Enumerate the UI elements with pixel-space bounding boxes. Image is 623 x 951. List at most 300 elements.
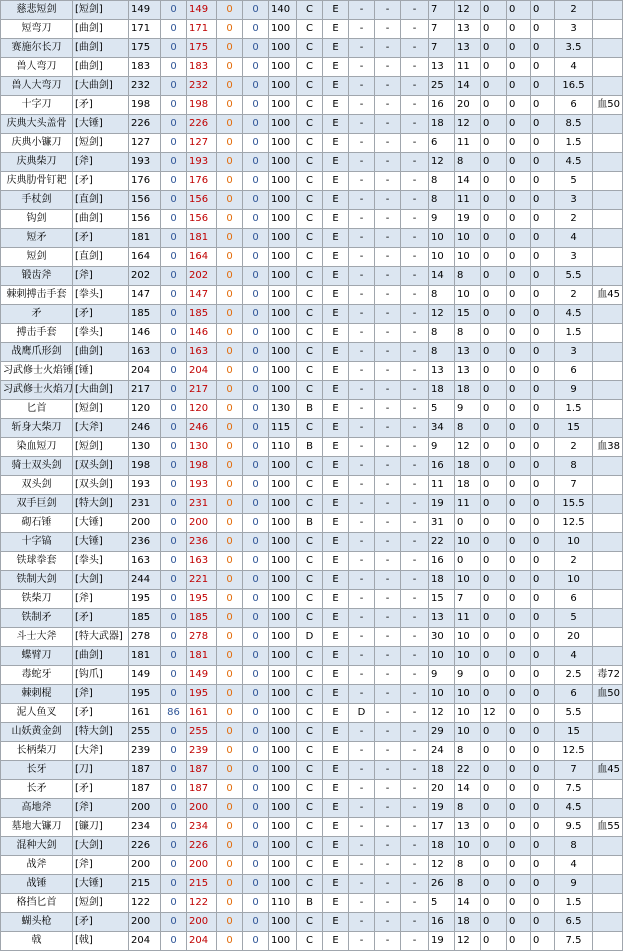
table-cell: 12 — [429, 856, 455, 875]
table-cell: 锻齿斧 — [1, 267, 73, 286]
table-cell: 100 — [269, 305, 297, 324]
table-cell: 0 — [243, 837, 269, 856]
table-cell: - — [401, 381, 429, 400]
table-cell: 31 — [429, 514, 455, 533]
table-cell: B — [297, 438, 323, 457]
table-cell: E — [323, 571, 349, 590]
table-cell: 0 — [481, 932, 507, 951]
table-cell: [特大剑] — [73, 723, 129, 742]
table-cell: 13 — [455, 818, 481, 837]
table-cell: E — [323, 362, 349, 381]
table-cell: E — [323, 837, 349, 856]
table-cell: 3 — [555, 20, 593, 39]
table-cell: 204 — [187, 362, 217, 381]
table-cell: 9 — [429, 210, 455, 229]
table-cell: 146 — [187, 324, 217, 343]
table-cell: 0 — [243, 77, 269, 96]
table-cell: 0 — [507, 172, 531, 191]
table-cell: 0 — [243, 115, 269, 134]
table-cell: - — [401, 761, 429, 780]
table-cell: 200 — [187, 514, 217, 533]
table-cell: 0 — [161, 799, 187, 818]
table-cell: 12 — [455, 932, 481, 951]
table-cell: - — [375, 324, 401, 343]
table-cell: 0 — [507, 723, 531, 742]
table-cell: 100 — [269, 362, 297, 381]
table-cell: [斧] — [73, 267, 129, 286]
table-cell: 10 — [455, 837, 481, 856]
table-cell: 0 — [217, 685, 243, 704]
table-cell: - — [401, 666, 429, 685]
table-cell: 0 — [507, 77, 531, 96]
table-cell: - — [375, 153, 401, 172]
table-cell: 0 — [531, 1, 555, 20]
table-cell: 0 — [161, 343, 187, 362]
table-cell: 10 — [455, 229, 481, 248]
table-cell: - — [375, 818, 401, 837]
table-cell: E — [323, 856, 349, 875]
table-cell: 146 — [129, 324, 161, 343]
table-cell: 0 — [481, 134, 507, 153]
table-cell: 11 — [455, 495, 481, 514]
table-cell: 0 — [507, 856, 531, 875]
table-cell: 0 — [243, 913, 269, 932]
table-cell: 0 — [507, 381, 531, 400]
table-cell: 0 — [507, 742, 531, 761]
table-cell: 长矛 — [1, 780, 73, 799]
table-cell: - — [349, 286, 375, 305]
table-cell: 13 — [455, 362, 481, 381]
table-cell: 4.5 — [555, 305, 593, 324]
table-cell: - — [401, 58, 429, 77]
table-cell: - — [349, 533, 375, 552]
table-cell: - — [349, 20, 375, 39]
table-row — [1, 704, 623, 723]
table-cell: [短剑] — [73, 134, 129, 153]
table-cell: 100 — [269, 134, 297, 153]
table-cell: 搏击手套 — [1, 324, 73, 343]
table-cell: E — [323, 742, 349, 761]
table-cell: 11 — [455, 58, 481, 77]
table-cell: 慈悲短剑 — [1, 1, 73, 20]
table-cell: - — [401, 248, 429, 267]
table-cell: 0 — [507, 609, 531, 628]
table-cell: 0 — [507, 438, 531, 457]
table-cell: 34 — [429, 419, 455, 438]
table-cell: C — [297, 913, 323, 932]
table-cell: 9.5 — [555, 818, 593, 837]
table-cell: 0 — [531, 628, 555, 647]
table-cell: 0 — [481, 39, 507, 58]
table-cell: 12 — [455, 115, 481, 134]
table-cell: 215 — [187, 875, 217, 894]
table-cell: - — [349, 894, 375, 913]
table-cell: 200 — [129, 913, 161, 932]
table-cell: 0 — [507, 666, 531, 685]
table-cell: 0 — [507, 780, 531, 799]
table-cell — [593, 856, 623, 875]
table-cell: - — [375, 666, 401, 685]
table-cell: 1.5 — [555, 324, 593, 343]
table-row — [1, 780, 623, 799]
table-cell: 14 — [455, 172, 481, 191]
table-cell: E — [323, 191, 349, 210]
table-cell: 0 — [531, 419, 555, 438]
table-cell: - — [375, 837, 401, 856]
table-cell: 0 — [531, 172, 555, 191]
table-cell: E — [323, 875, 349, 894]
table-cell: - — [349, 932, 375, 951]
table-cell — [593, 457, 623, 476]
table-cell: C — [297, 837, 323, 856]
table-cell: [矛] — [73, 96, 129, 115]
table-cell: 13 — [429, 609, 455, 628]
table-cell: 5 — [555, 172, 593, 191]
table-cell: 8 — [455, 742, 481, 761]
table-cell: 0 — [507, 191, 531, 210]
table-cell: 11 — [455, 134, 481, 153]
table-cell: - — [375, 514, 401, 533]
table-cell: 斗士大斧 — [1, 628, 73, 647]
table-cell: 0 — [217, 837, 243, 856]
table-cell: - — [401, 533, 429, 552]
table-cell: 0 — [217, 609, 243, 628]
table-row — [1, 362, 623, 381]
table-cell: 7.5 — [555, 932, 593, 951]
table-cell: 0 — [531, 837, 555, 856]
table-cell: 毒蛇牙 — [1, 666, 73, 685]
table-cell: 0 — [531, 134, 555, 153]
table-row — [1, 932, 623, 951]
table-cell: - — [349, 628, 375, 647]
table-cell: 0 — [217, 666, 243, 685]
table-cell: 100 — [269, 799, 297, 818]
table-cell: E — [323, 419, 349, 438]
table-cell: - — [349, 39, 375, 58]
table-cell: 232 — [187, 77, 217, 96]
table-cell: 100 — [269, 172, 297, 191]
table-cell: 0 — [217, 647, 243, 666]
table-cell: 0 — [161, 400, 187, 419]
table-cell: 战斧 — [1, 856, 73, 875]
table-cell: 0 — [531, 780, 555, 799]
table-cell — [593, 742, 623, 761]
table-cell: 11 — [455, 191, 481, 210]
table-cell — [593, 210, 623, 229]
table-cell: 11 — [455, 609, 481, 628]
table-cell: 0 — [507, 685, 531, 704]
table-cell: 10 — [455, 248, 481, 267]
table-cell: - — [375, 628, 401, 647]
table-cell — [593, 571, 623, 590]
table-cell: 0 — [531, 647, 555, 666]
table-cell: 0 — [243, 742, 269, 761]
table-cell: - — [349, 514, 375, 533]
table-cell: 0 — [507, 39, 531, 58]
table-cell — [593, 552, 623, 571]
table-row — [1, 476, 623, 495]
table-cell: 0 — [161, 761, 187, 780]
table-cell: C — [297, 457, 323, 476]
table-cell: [拳头] — [73, 552, 129, 571]
table-cell: 0 — [507, 913, 531, 932]
table-cell: 122 — [187, 894, 217, 913]
table-row — [1, 761, 623, 780]
table-cell: 血55 — [593, 818, 623, 837]
table-cell: 100 — [269, 39, 297, 58]
table-cell: 0 — [507, 248, 531, 267]
table-cell: [矛] — [73, 913, 129, 932]
table-cell: 6.5 — [555, 913, 593, 932]
table-cell: 0 — [243, 419, 269, 438]
table-cell — [593, 495, 623, 514]
table-row — [1, 685, 623, 704]
table-cell: 7 — [429, 1, 455, 20]
table-cell: - — [401, 115, 429, 134]
table-cell: [大剑] — [73, 837, 129, 856]
table-cell: 习武修士火焰锤 — [1, 362, 73, 381]
table-cell: 0 — [507, 837, 531, 856]
table-cell: 0 — [217, 932, 243, 951]
table-cell: [矛] — [73, 704, 129, 723]
table-cell: E — [323, 723, 349, 742]
table-cell: 234 — [187, 818, 217, 837]
table-cell: 0 — [531, 153, 555, 172]
table-cell: 163 — [129, 552, 161, 571]
table-cell: - — [349, 495, 375, 514]
table-cell: [大锤] — [73, 875, 129, 894]
table-cell: 0 — [217, 742, 243, 761]
table-cell: 217 — [187, 381, 217, 400]
table-cell: 10 — [555, 533, 593, 552]
table-cell: 2 — [555, 210, 593, 229]
table-row — [1, 381, 623, 400]
table-cell: 0 — [531, 666, 555, 685]
table-cell: E — [323, 248, 349, 267]
table-cell: 0 — [243, 191, 269, 210]
table-cell: 163 — [187, 343, 217, 362]
table-cell: 29 — [429, 723, 455, 742]
table-cell: 0 — [507, 533, 531, 552]
table-cell: 3.5 — [555, 39, 593, 58]
table-cell: [戟] — [73, 932, 129, 951]
table-cell: 0 — [507, 210, 531, 229]
table-cell: 0 — [217, 191, 243, 210]
table-cell: 0 — [217, 628, 243, 647]
table-cell: - — [401, 153, 429, 172]
table-cell: 4 — [555, 856, 593, 875]
table-cell: 高地斧 — [1, 799, 73, 818]
table-cell: 183 — [129, 58, 161, 77]
table-cell: 0 — [161, 476, 187, 495]
table-cell: - — [375, 210, 401, 229]
table-cell: 0 — [481, 799, 507, 818]
table-cell: 0 — [507, 799, 531, 818]
table-cell: 短剑 — [1, 248, 73, 267]
table-cell: - — [349, 742, 375, 761]
table-cell: 血45 — [593, 761, 623, 780]
table-cell: 100 — [269, 666, 297, 685]
table-cell: - — [401, 267, 429, 286]
table-cell: 163 — [187, 552, 217, 571]
table-cell: 0 — [531, 799, 555, 818]
table-cell: 246 — [129, 419, 161, 438]
table-cell: C — [297, 647, 323, 666]
table-cell: 0 — [481, 267, 507, 286]
table-cell: [大曲剑] — [73, 381, 129, 400]
table-cell: 0 — [531, 20, 555, 39]
table-cell: C — [297, 343, 323, 362]
table-cell: - — [375, 913, 401, 932]
table-cell — [593, 20, 623, 39]
table-cell: 7 — [455, 590, 481, 609]
table-cell: 0 — [531, 495, 555, 514]
table-cell: 0 — [217, 533, 243, 552]
table-cell: - — [401, 210, 429, 229]
table-cell: - — [375, 533, 401, 552]
table-cell: C — [297, 153, 323, 172]
table-cell: 193 — [129, 476, 161, 495]
table-cell: C — [297, 704, 323, 723]
table-cell: E — [323, 286, 349, 305]
table-cell: - — [375, 419, 401, 438]
table-cell: E — [323, 39, 349, 58]
table-cell: 244 — [129, 571, 161, 590]
table-cell: E — [323, 590, 349, 609]
table-cell: 0 — [243, 362, 269, 381]
table-cell: - — [375, 685, 401, 704]
table-row — [1, 267, 623, 286]
table-cell: C — [297, 77, 323, 96]
table-cell: 12.5 — [555, 514, 593, 533]
table-cell: 8 — [455, 267, 481, 286]
table-cell: 18 — [429, 115, 455, 134]
table-cell: - — [375, 476, 401, 495]
table-cell: 0 — [217, 115, 243, 134]
table-cell: 193 — [187, 153, 217, 172]
table-cell: 0 — [481, 77, 507, 96]
table-cell: [矛] — [73, 609, 129, 628]
table-cell: 198 — [129, 457, 161, 476]
table-cell: 山妖黄金剑 — [1, 723, 73, 742]
table-cell: C — [297, 590, 323, 609]
table-cell: 6 — [555, 362, 593, 381]
table-cell: 19 — [429, 932, 455, 951]
table-cell: - — [401, 799, 429, 818]
table-cell: C — [297, 723, 323, 742]
table-cell: 0 — [243, 571, 269, 590]
table-cell: 0 — [507, 400, 531, 419]
table-cell: 8 — [429, 324, 455, 343]
table-cell: C — [297, 742, 323, 761]
table-cell: 0 — [531, 875, 555, 894]
table-cell: 0 — [161, 191, 187, 210]
table-row — [1, 286, 623, 305]
table-cell: - — [349, 362, 375, 381]
table-cell: 0 — [161, 248, 187, 267]
table-cell: - — [349, 476, 375, 495]
table-cell: 100 — [269, 780, 297, 799]
table-cell: - — [375, 229, 401, 248]
table-cell: 185 — [129, 609, 161, 628]
table-cell: - — [401, 39, 429, 58]
table-cell: 1.5 — [555, 894, 593, 913]
table-cell: C — [297, 324, 323, 343]
table-row — [1, 77, 623, 96]
table-cell: 181 — [187, 647, 217, 666]
table-cell: 0 — [217, 229, 243, 248]
table-cell: 0 — [161, 666, 187, 685]
table-cell: C — [297, 20, 323, 39]
table-cell: 0 — [243, 590, 269, 609]
table-cell: 0 — [243, 685, 269, 704]
table-cell — [593, 305, 623, 324]
table-cell: 0 — [217, 58, 243, 77]
table-cell: C — [297, 191, 323, 210]
table-cell: - — [401, 609, 429, 628]
table-cell: 100 — [269, 723, 297, 742]
table-cell: - — [375, 780, 401, 799]
table-cell: - — [349, 609, 375, 628]
table-cell: 8 — [455, 324, 481, 343]
table-cell: 100 — [269, 191, 297, 210]
table-cell: 0 — [481, 609, 507, 628]
table-cell: C — [297, 476, 323, 495]
table-cell: 100 — [269, 761, 297, 780]
table-cell: 0 — [161, 647, 187, 666]
table-cell: 钩剑 — [1, 210, 73, 229]
table-cell: C — [297, 666, 323, 685]
table-cell: 15.5 — [555, 495, 593, 514]
table-cell: 0 — [481, 552, 507, 571]
table-cell: 100 — [269, 20, 297, 39]
table-cell: 9 — [455, 666, 481, 685]
table-cell: 19 — [429, 495, 455, 514]
table-cell: 10 — [455, 647, 481, 666]
table-cell: - — [401, 324, 429, 343]
table-cell: 0 — [217, 761, 243, 780]
table-cell: 6 — [555, 96, 593, 115]
table-cell: 204 — [129, 362, 161, 381]
table-cell: 200 — [187, 913, 217, 932]
table-cell: 12 — [429, 704, 455, 723]
table-cell: 7 — [429, 20, 455, 39]
table-cell: C — [297, 818, 323, 837]
table-cell: 0 — [217, 704, 243, 723]
table-cell: 墓地大镰刀 — [1, 818, 73, 837]
table-cell: 12 — [455, 438, 481, 457]
table-cell: 200 — [187, 799, 217, 818]
table-cell: 15 — [455, 305, 481, 324]
table-cell: 255 — [187, 723, 217, 742]
table-cell: 0 — [161, 932, 187, 951]
table-cell: [矛] — [73, 780, 129, 799]
table-cell: - — [375, 305, 401, 324]
table-cell: 0 — [243, 438, 269, 457]
table-row — [1, 457, 623, 476]
table-row — [1, 229, 623, 248]
table-cell: 12 — [455, 1, 481, 20]
table-cell: 140 — [269, 1, 297, 20]
table-cell: 0 — [531, 115, 555, 134]
table-cell: - — [401, 590, 429, 609]
table-cell: 100 — [269, 267, 297, 286]
table-cell: 0 — [507, 115, 531, 134]
table-cell: - — [349, 647, 375, 666]
table-cell: C — [297, 362, 323, 381]
table-cell: 176 — [187, 172, 217, 191]
table-cell — [593, 419, 623, 438]
